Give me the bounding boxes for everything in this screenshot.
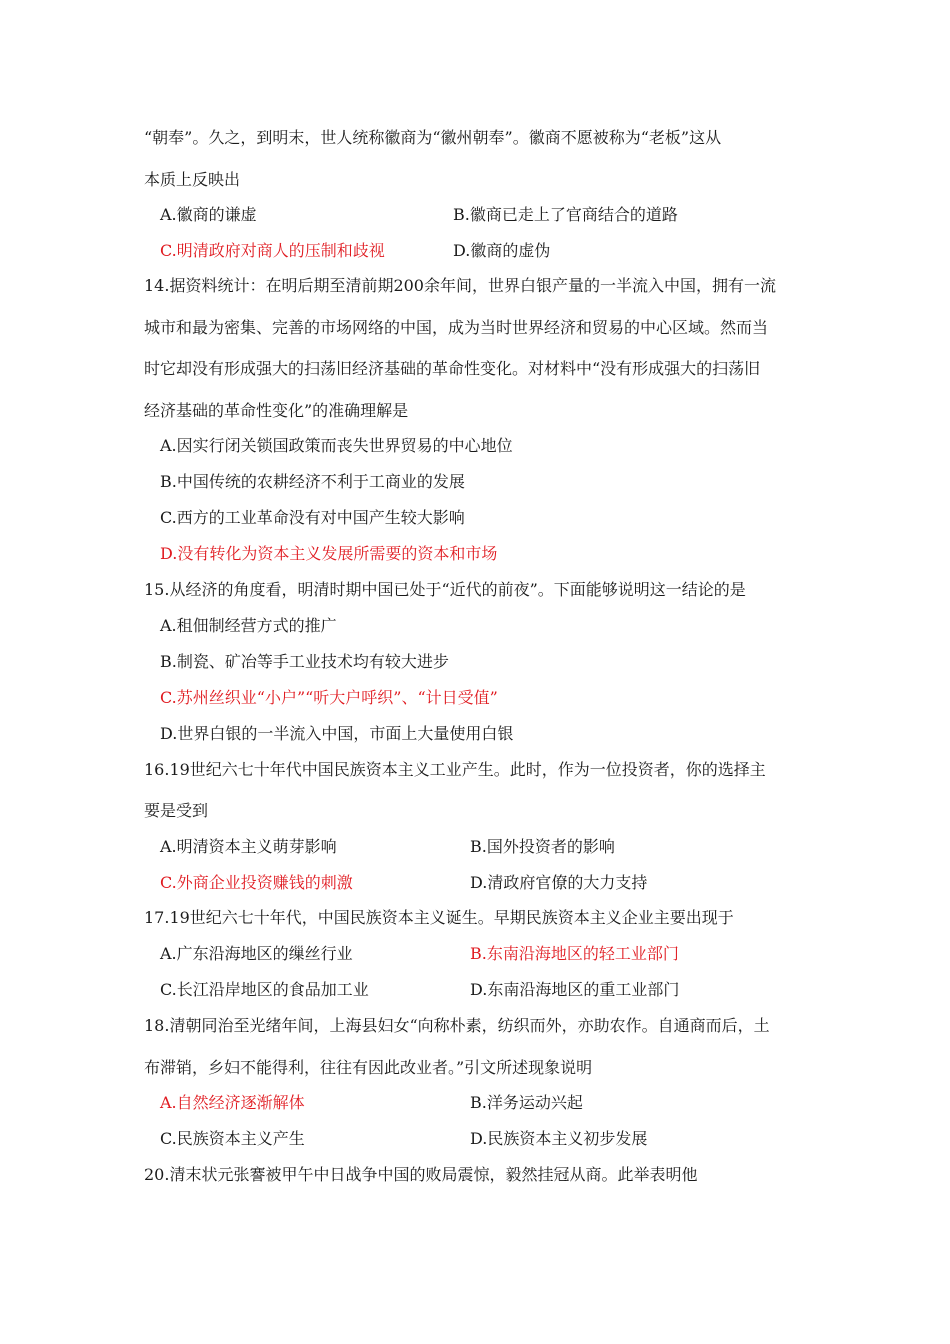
q15-option-c-answer: C.苏州丝织业“小户”“听大户呼织”、“计日受值” xyxy=(160,688,498,707)
q14-option-a: A.因实行闭关锁国政策而丧失世界贸易的中心地位 xyxy=(160,436,513,455)
q14-stem-line-1: 14.据资料统计：在明后期至清前期200余年间，世界白银产量的一半流入中国，拥有一流 xyxy=(144,276,776,295)
q18-stem-line-2: 布滞销，乡妇不能得利，往往有因此改业者。”引文所述现象说明 xyxy=(144,1058,593,1077)
q18-option-a-answer: A.自然经济逐渐解体 xyxy=(160,1093,305,1112)
q13-option-c-answer: C.明清政府对商人的压制和歧视 xyxy=(160,241,385,260)
q13-option-d: D.徽商的虚伪 xyxy=(453,241,551,260)
q14-stem-line-2: 城市和最为密集、完善的市场网络的中国，成为当时世界经济和贸易的中心区域。然而当 xyxy=(144,318,769,337)
q17-option-a: A.广东沿海地区的缫丝行业 xyxy=(160,944,353,963)
q13-option-b: B.徽商已走上了官商结合的道路 xyxy=(453,205,678,224)
q16-option-a: A.明清资本主义萌芽影响 xyxy=(160,837,337,856)
q14-stem-line-3: 时它却没有形成强大的扫荡旧经济基础的革命性变化。对材料中“没有形成强大的扫荡旧 xyxy=(144,359,761,378)
q18-option-b: B.洋务运动兴起 xyxy=(470,1093,583,1112)
q16-option-c-answer: C.外商企业投资赚钱的刺激 xyxy=(160,873,353,892)
q14-option-b: B.中国传统的农耕经济不利于工商业的发展 xyxy=(160,472,465,491)
q17-option-b-answer: B.东南沿海地区的轻工业部门 xyxy=(470,944,679,963)
q17-stem: 17.19世纪六七十年代，中国民族资本主义诞生。早期民族资本主义企业主要出现于 xyxy=(144,908,734,927)
q18-option-d: D.民族资本主义初步发展 xyxy=(470,1129,648,1148)
q16-stem-line-1: 16.19世纪六七十年代中国民族资本主义工业产生。此时，作为一位投资者，你的选择主 xyxy=(144,760,766,779)
q15-option-d: D.世界白银的一半流入中国，市面上大量使用白银 xyxy=(160,724,514,743)
q20-stem: 20.清末状元张謇被甲午中日战争中国的败局震惊，毅然挂冠从商。此举表明他 xyxy=(144,1165,698,1184)
q18-stem-line-1: 18.清朝同治至光绪年间，上海县妇女“向称朴素，纺织而外，亦助农作。自通商而后，土 xyxy=(144,1016,770,1035)
q18-option-c: C.民族资本主义产生 xyxy=(160,1129,305,1148)
q13-stem-line-2: 本质上反映出 xyxy=(144,170,241,189)
q17-option-d: D.东南沿海地区的重工业部门 xyxy=(470,980,680,999)
q15-option-a: A.租佃制经营方式的推广 xyxy=(160,616,337,635)
q14-stem-line-4: 经济基础的革命性变化”的准确理解是 xyxy=(144,401,409,420)
q13-stem-line-1: “朝奉”。久之，到明末，世人统称徽商为“徽州朝奉”。徽商不愿被称为“老板”这从 xyxy=(144,128,722,147)
q17-option-c: C.长江沿岸地区的食品加工业 xyxy=(160,980,369,999)
q13-option-a: A.徽商的谦虚 xyxy=(160,205,257,224)
q16-option-b: B.国外投资者的影响 xyxy=(470,837,615,856)
q15-option-b: B.制瓷、矿冶等手工业技术均有较大进步 xyxy=(160,652,449,671)
q14-option-c: C.西方的工业革命没有对中国产生较大影响 xyxy=(160,508,465,527)
q14-option-d-answer: D.没有转化为资本主义发展所需要的资本和市场 xyxy=(160,544,498,563)
q16-option-d: D.清政府官僚的大力支持 xyxy=(470,873,648,892)
q15-stem: 15.从经济的角度看，明清时期中国已处于“近代的前夜”。下面能够说明这一结论的是 xyxy=(144,580,746,599)
q16-stem-line-2: 要是受到 xyxy=(144,801,209,820)
